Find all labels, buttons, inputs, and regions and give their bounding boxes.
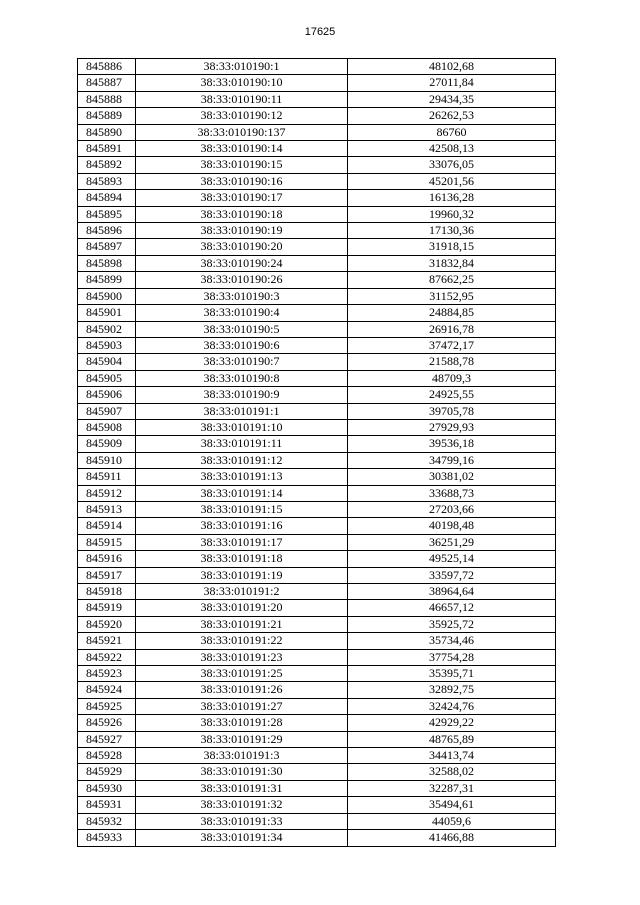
cadastral-number-cell: 38:33:010191:34 [136, 830, 348, 846]
value-cell: 40198,48 [348, 518, 556, 534]
cadastral-number-cell: 38:33:010191:2 [136, 584, 348, 600]
table-body [78, 59, 556, 847]
value-cell: 27203,66 [348, 501, 556, 517]
value-cell: 35395,71 [348, 666, 556, 682]
cadastral-number-cell: 38:33:010190:14 [136, 141, 348, 157]
table-row [78, 584, 556, 600]
value-cell: 32588,02 [348, 764, 556, 780]
row-id-cell: 845915 [78, 534, 136, 550]
cadastral-number-cell: 38:33:010190:3 [136, 288, 348, 304]
cadastral-number-cell: 38:33:010190:9 [136, 387, 348, 403]
cadastral-number-cell: 38:33:010191:30 [136, 764, 348, 780]
value-cell: 39536,18 [348, 436, 556, 452]
table-row [78, 59, 556, 75]
row-id-cell: 845916 [78, 551, 136, 567]
row-id-cell: 845886 [78, 59, 136, 75]
row-id-cell: 845926 [78, 715, 136, 731]
row-id-cell: 845933 [78, 830, 136, 846]
row-id-cell: 845890 [78, 124, 136, 140]
table-row [78, 321, 556, 337]
value-cell: 34799,16 [348, 452, 556, 468]
table-row [78, 698, 556, 714]
cadastral-number-cell: 38:33:010190:10 [136, 75, 348, 91]
table-row [78, 288, 556, 304]
value-cell: 35925,72 [348, 616, 556, 632]
row-id-cell: 845889 [78, 108, 136, 124]
cadastral-number-cell: 38:33:010191:15 [136, 501, 348, 517]
value-cell: 19960,32 [348, 206, 556, 222]
table-row [78, 403, 556, 419]
row-id-cell: 845893 [78, 173, 136, 189]
value-cell: 39705,78 [348, 403, 556, 419]
value-cell: 16136,28 [348, 190, 556, 206]
table-row [78, 91, 556, 107]
table-row [78, 370, 556, 386]
row-id-cell: 845896 [78, 223, 136, 239]
cadastral-number-cell: 38:33:010190:16 [136, 173, 348, 189]
table-row [78, 157, 556, 173]
row-id-cell: 845923 [78, 666, 136, 682]
cadastral-number-cell: 38:33:010191:18 [136, 551, 348, 567]
table-row [78, 173, 556, 189]
cadastral-number-cell: 38:33:010191:25 [136, 666, 348, 682]
row-id-cell: 845887 [78, 75, 136, 91]
value-cell: 34413,74 [348, 748, 556, 764]
table-row [78, 75, 556, 91]
cadastral-number-cell: 38:33:010191:28 [136, 715, 348, 731]
cadastral-number-cell: 38:33:010190:15 [136, 157, 348, 173]
row-id-cell: 845894 [78, 190, 136, 206]
row-id-cell: 845911 [78, 469, 136, 485]
cadastral-number-cell: 38:33:010191:33 [136, 813, 348, 829]
table-row [78, 141, 556, 157]
cadastral-number-cell: 38:33:010190:26 [136, 272, 348, 288]
row-id-cell: 845927 [78, 731, 136, 747]
row-id-cell: 845891 [78, 141, 136, 157]
row-id-cell: 845930 [78, 780, 136, 796]
value-cell: 49525,14 [348, 551, 556, 567]
value-cell: 31152,95 [348, 288, 556, 304]
row-id-cell: 845905 [78, 370, 136, 386]
value-cell: 48765,89 [348, 731, 556, 747]
table-row [78, 830, 556, 846]
table-row [78, 387, 556, 403]
value-cell: 27929,93 [348, 419, 556, 435]
value-cell: 42508,13 [348, 141, 556, 157]
table-row [78, 272, 556, 288]
cadastral-number-cell: 38:33:010191:12 [136, 452, 348, 468]
value-cell: 33597,72 [348, 567, 556, 583]
row-id-cell: 845928 [78, 748, 136, 764]
table-row [78, 567, 556, 583]
cadastral-number-cell: 38:33:010191:14 [136, 485, 348, 501]
cadastral-number-cell: 38:33:010191:32 [136, 797, 348, 813]
value-cell: 45201,56 [348, 173, 556, 189]
value-cell: 30381,02 [348, 469, 556, 485]
row-id-cell: 845888 [78, 91, 136, 107]
value-cell: 31918,15 [348, 239, 556, 255]
value-cell: 32287,31 [348, 780, 556, 796]
table-row [78, 633, 556, 649]
row-id-cell: 845910 [78, 452, 136, 468]
cadastral-number-cell: 38:33:010190:5 [136, 321, 348, 337]
row-id-cell: 845907 [78, 403, 136, 419]
table-row [78, 452, 556, 468]
row-id-cell: 845895 [78, 206, 136, 222]
value-cell: 42929,22 [348, 715, 556, 731]
table-row [78, 666, 556, 682]
table-row [78, 485, 556, 501]
cadastral-number-cell: 38:33:010190:1 [136, 59, 348, 75]
table-row [78, 337, 556, 353]
page-number: 17625 [304, 26, 336, 38]
table-row [78, 436, 556, 452]
row-id-cell: 845897 [78, 239, 136, 255]
value-cell: 44059,6 [348, 813, 556, 829]
cadastral-number-cell: 38:33:010190:8 [136, 370, 348, 386]
table-row [78, 764, 556, 780]
cadastral-number-cell: 38:33:010190:17 [136, 190, 348, 206]
value-cell: 31832,84 [348, 255, 556, 271]
table-row [78, 255, 556, 271]
value-cell: 46657,12 [348, 600, 556, 616]
cadastral-number-cell: 38:33:010190:137 [136, 124, 348, 140]
table-row [78, 501, 556, 517]
table-row [78, 682, 556, 698]
row-id-cell: 845898 [78, 255, 136, 271]
row-id-cell: 845931 [78, 797, 136, 813]
cadastral-number-cell: 38:33:010191:1 [136, 403, 348, 419]
table-row [78, 469, 556, 485]
cadastral-number-cell: 38:33:010190:7 [136, 354, 348, 370]
value-cell: 41466,88 [348, 830, 556, 846]
cadastral-number-cell: 38:33:010191:17 [136, 534, 348, 550]
value-cell: 32892,75 [348, 682, 556, 698]
row-id-cell: 845920 [78, 616, 136, 632]
cadastral-number-cell: 38:33:010191:16 [136, 518, 348, 534]
row-id-cell: 845903 [78, 337, 136, 353]
row-id-cell: 845919 [78, 600, 136, 616]
row-id-cell: 845899 [78, 272, 136, 288]
value-cell: 87662,25 [348, 272, 556, 288]
cadastral-number-cell: 38:33:010191:27 [136, 698, 348, 714]
cadastral-number-cell: 38:33:010190:4 [136, 305, 348, 321]
cadastral-number-cell: 38:33:010190:6 [136, 337, 348, 353]
row-id-cell: 845900 [78, 288, 136, 304]
value-cell: 35494,61 [348, 797, 556, 813]
table-row [78, 616, 556, 632]
cadastral-number-cell: 38:33:010190:12 [136, 108, 348, 124]
cadastral-number-cell: 38:33:010190:18 [136, 206, 348, 222]
value-cell: 21588,78 [348, 354, 556, 370]
table-row [78, 780, 556, 796]
table-row [78, 108, 556, 124]
row-id-cell: 845908 [78, 419, 136, 435]
cadastral-number-cell: 38:33:010191:29 [136, 731, 348, 747]
table-row [78, 206, 556, 222]
row-id-cell: 845921 [78, 633, 136, 649]
row-id-cell: 845932 [78, 813, 136, 829]
row-id-cell: 845902 [78, 321, 136, 337]
value-cell: 36251,29 [348, 534, 556, 550]
table-row [78, 190, 556, 206]
value-cell: 37754,28 [348, 649, 556, 665]
table-row [78, 354, 556, 370]
table-row [78, 223, 556, 239]
value-cell: 35734,46 [348, 633, 556, 649]
value-cell: 38964,64 [348, 584, 556, 600]
cadastral-number-cell: 38:33:010190:19 [136, 223, 348, 239]
value-cell: 24884,85 [348, 305, 556, 321]
cadastral-number-cell: 38:33:010191:21 [136, 616, 348, 632]
value-cell: 37472,17 [348, 337, 556, 353]
table-row [78, 649, 556, 665]
value-cell: 32424,76 [348, 698, 556, 714]
row-id-cell: 845906 [78, 387, 136, 403]
value-cell: 17130,36 [348, 223, 556, 239]
value-cell: 48709,3 [348, 370, 556, 386]
table-row [78, 551, 556, 567]
table-row [78, 518, 556, 534]
table-row [78, 419, 556, 435]
cadastral-number-cell: 38:33:010191:31 [136, 780, 348, 796]
cadastral-number-cell: 38:33:010191:13 [136, 469, 348, 485]
value-cell: 27011,84 [348, 75, 556, 91]
row-id-cell: 845909 [78, 436, 136, 452]
value-cell: 26262,53 [348, 108, 556, 124]
row-id-cell: 845913 [78, 501, 136, 517]
table-row [78, 239, 556, 255]
row-id-cell: 845917 [78, 567, 136, 583]
cadastral-number-cell: 38:33:010191:10 [136, 419, 348, 435]
table-row [78, 600, 556, 616]
value-cell: 33076,05 [348, 157, 556, 173]
cadastral-number-cell: 38:33:010191:23 [136, 649, 348, 665]
row-id-cell: 845912 [78, 485, 136, 501]
data-table [77, 58, 556, 847]
value-cell: 33688,73 [348, 485, 556, 501]
table-row [78, 748, 556, 764]
value-cell: 24925,55 [348, 387, 556, 403]
cadastral-number-cell: 38:33:010191:22 [136, 633, 348, 649]
value-cell: 26916,78 [348, 321, 556, 337]
cadastral-number-cell: 38:33:010191:3 [136, 748, 348, 764]
value-cell: 29434,35 [348, 91, 556, 107]
cadastral-number-cell: 38:33:010191:11 [136, 436, 348, 452]
table-row [78, 534, 556, 550]
row-id-cell: 845929 [78, 764, 136, 780]
value-cell: 48102,68 [348, 59, 556, 75]
table-row [78, 797, 556, 813]
row-id-cell: 845922 [78, 649, 136, 665]
table-row [78, 731, 556, 747]
row-id-cell: 845914 [78, 518, 136, 534]
table-row [78, 305, 556, 321]
table-row [78, 124, 556, 140]
row-id-cell: 845924 [78, 682, 136, 698]
table-row [78, 813, 556, 829]
row-id-cell: 845892 [78, 157, 136, 173]
row-id-cell: 845901 [78, 305, 136, 321]
cadastral-number-cell: 38:33:010190:20 [136, 239, 348, 255]
row-id-cell: 845918 [78, 584, 136, 600]
row-id-cell: 845925 [78, 698, 136, 714]
table-row [78, 715, 556, 731]
cadastral-number-cell: 38:33:010191:20 [136, 600, 348, 616]
row-id-cell: 845904 [78, 354, 136, 370]
value-cell: 86760 [348, 124, 556, 140]
cadastral-number-cell: 38:33:010191:26 [136, 682, 348, 698]
cadastral-number-cell: 38:33:010190:11 [136, 91, 348, 107]
cadastral-number-cell: 38:33:010191:19 [136, 567, 348, 583]
cadastral-number-cell: 38:33:010190:24 [136, 255, 348, 271]
